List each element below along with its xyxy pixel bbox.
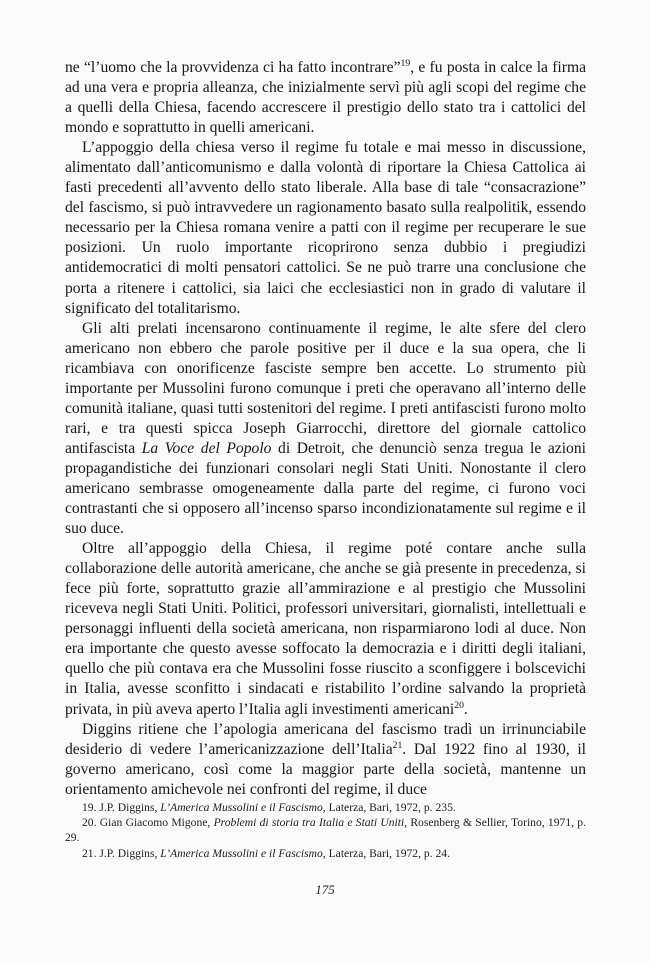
text-run: Diggins ritiene che l’apologia americana del fascismo tradì un irrinunciabile desiderio di vedere l’americanizzazione dell’Italia bbox=[65, 720, 586, 758]
footnote-marker: 20 bbox=[454, 699, 464, 711]
italic-title: La Voce del Popolo bbox=[141, 439, 272, 457]
footnote bbox=[65, 800, 586, 815]
text-run: , Rosenberg & Sellier, Torino, 1971, p. 29. bbox=[65, 816, 586, 845]
text-run: , Laterza, Bari, 1972, p. 235. bbox=[322, 801, 456, 814]
text-run: , e fu posta in calce la firma ad una vera e propria alleanza, che inizialmente servì più agli scopi del regime che a quelli della Chiesa, facendo accrescere il prestigio dello stato tra i cattolici del mondo e soprattutto in quelli americani. bbox=[65, 59, 587, 137]
paragraph bbox=[65, 138, 586, 318]
italic-title: L’America Mussolini e il Fascismo bbox=[160, 846, 323, 860]
text-run: 21. J.P. Diggins, bbox=[82, 846, 161, 860]
italic-title: L’America Mussolini e il Fascismo bbox=[160, 801, 323, 814]
text-run: 19. J.P. Diggins, bbox=[82, 801, 161, 814]
text-run: ne “l’uomo che la provvidenza ci ha fatto incontrare” bbox=[65, 59, 401, 76]
text-run: di Detroit, che denunciò senza tregua le azioni propagandistiche dei funzionari consolari negli Stati Uniti. Nonostante il clero americano sembrasse omogeneamente dalla parte del regime, ci furono voci contrastanti che si opposero all’incenso sparso incondizionatamente sul regime e il suo duce. bbox=[65, 439, 586, 538]
footnote-marker: 21 bbox=[392, 739, 403, 751]
footnotes-block bbox=[65, 800, 586, 861]
text-run: . bbox=[463, 700, 468, 718]
paragraph bbox=[65, 539, 586, 719]
footnote bbox=[65, 846, 586, 861]
text-run: 20. Gian Giacomo Migone, bbox=[82, 816, 214, 830]
body-text-block bbox=[65, 58, 586, 800]
text-run: L’appoggio della chiesa verso il regime fu totale e mai messo in discussione, alimentato dall’anticomunismo e dalla volontà di riportare la Chiesa Cattolica ai fasti precedenti all’avvento dello stato liberale. Alla base di tale “consacrazione” del fascismo, si può intravvedere un ragionamento basato sulla realpolitik, essendo necessario per la Chiesa romana venire a patti con il regime per recuperare le sue posizioni. Un ruolo importante ricoprirono senza dubbio i pregiudizi antidemocratici di molti pensatori cattolici. Se ne può trarre una conclusione che porta a ritenere i cattolici, sia laici che ecclesiastici non in grado di valutare il significato del totalitarismo. bbox=[65, 139, 586, 317]
text-run: . Dal 1922 fino al 1930, il governo americano, così come la maggior parte della società, mantenne un orientamento amichevole nei confronti del regime, il duce bbox=[65, 740, 586, 798]
footnote bbox=[65, 815, 586, 845]
paragraph bbox=[65, 319, 586, 540]
text-run: , Laterza, Bari, 1972, p. 24. bbox=[322, 846, 450, 860]
text-run: Oltre all’appoggio della Chiesa, il regime poté contare anche sulla collaborazione delle autorità americane, che anche se già presente in precedenza, si fece più forte, soprattutto grazie all’ammirazione e al prestigio che Mussolini riceveva negli Stati Uniti. Politici, professori universitari, giornalisti, intellettuali e personaggi influenti della società americana, non risparmiarono lodi al duce. Non era importante che questo avesse soffocato la democrazia e i diritti degli italiani, quello che più contava era che Mussolini fosse riuscito a sconfiggere i bolscevichi in Italia, avesse sconfitto i sindacati e ristabilito l’ordine salvando la proprietà privata, in più aveva aperto l’Italia agli investimenti americani bbox=[65, 540, 586, 718]
paragraph bbox=[65, 58, 586, 138]
italic-title: Problemi di storia tra Italia e Stati Uniti bbox=[213, 816, 405, 830]
paragraph bbox=[65, 720, 586, 800]
footnote-marker: 19 bbox=[400, 57, 411, 69]
page-number: 175 bbox=[315, 882, 335, 897]
text-run: Gli alti prelati incensarono continuamente il regime, le alte sfere del clero americano non ebbero che parole positive per il duce e la sua opera, che li ricambiava con onorificenze fasciste sempre ben accette. Lo strumento più importante per Mussolini furono comunque i preti che operavano all’interno delle comunità italiane, quasi tutti sostenitori del regime. I preti antifascisti furono molto rari, e tra questi spicca Joseph Giarrocchi, direttore del giornale cattolico antifascista bbox=[65, 319, 586, 457]
